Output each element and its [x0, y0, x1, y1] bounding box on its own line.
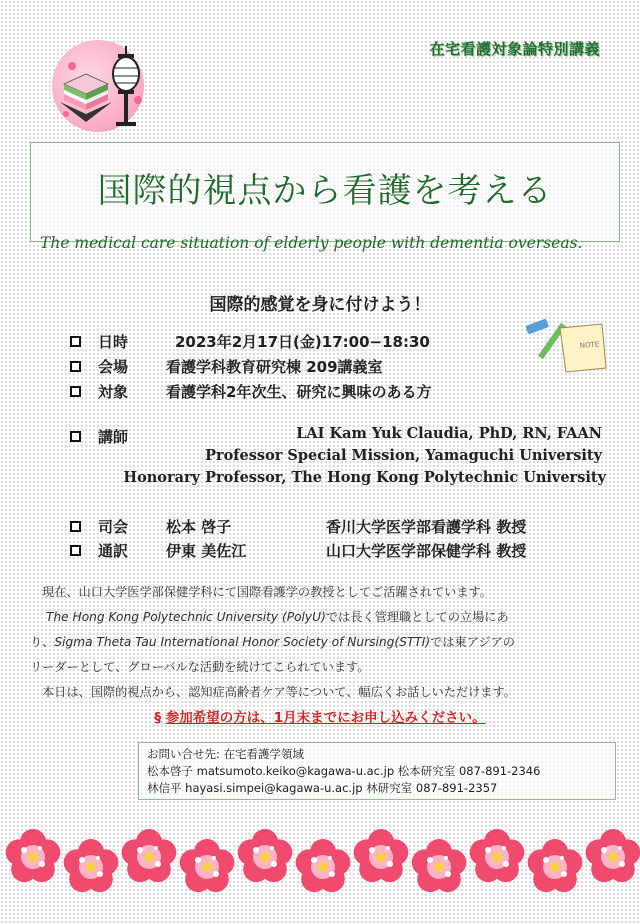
plum-blossom-icon [584, 828, 640, 886]
target-label: 対象 [98, 383, 129, 401]
bullet-icon [70, 386, 81, 397]
contact-heading: お問い合せ先: 在宅看護学領域 [147, 747, 305, 761]
polyu-name: The Hong Kong Polytechnic University (PolyU) [46, 610, 326, 624]
lecturer-title-1: Professor Special Mission, Yamaguchi University [205, 447, 602, 464]
bullet-icon [70, 431, 81, 442]
plum-blossom-icon [178, 838, 236, 896]
lecturer-title-2: Honorary Professor, The Hong Kong Polytechnic University [123, 469, 606, 486]
bullet-icon [70, 361, 81, 372]
interpreter-affiliation: 山口大学医学部保健学科 教授 [326, 542, 527, 560]
title-box [30, 142, 620, 242]
bullet-icon [70, 336, 81, 347]
date-value: 2023年2月17日(金)17:00−18:30 [175, 333, 430, 351]
venue-label: 会場 [98, 358, 129, 376]
lecturer-label: 講師 [98, 428, 129, 446]
notebook-illustration [520, 318, 610, 378]
lecturer-name: LAI Kam Yuk Claudia, PhD, RN, FAAN [296, 425, 602, 442]
description-line-5: 本日は、国際的視点から、認知症高齢者ケア等について、幅広くお話しいただけます。 [42, 685, 516, 699]
interpreter-label: 通訳 [98, 542, 129, 560]
description-line-3: り、Sigma Theta Tau International Honor Society of Nursing(STTI)では東アジアの [30, 635, 515, 649]
plum-blossom-icon [62, 838, 120, 896]
plum-blossom-icon [236, 828, 294, 886]
description-line-4: リーダーとして、グローバルな活動を続けてこられています。 [30, 660, 370, 674]
plum-blossom-icon [120, 828, 178, 886]
plum-blossom-icon [526, 838, 584, 896]
registration-notice: § 参加希望の方は、1月末までにお申し込みください。 [154, 710, 486, 726]
description-line-2: The Hong Kong Polytechnic University (PolyU)では長く管理職としての立場にあ [46, 610, 509, 624]
emblem-circle [52, 40, 144, 132]
description-line-1: 現在、山口大学医学部保健学科にて国際看護学の教授としてご活躍されています。 [42, 585, 492, 599]
date-label: 日時 [98, 333, 129, 351]
contact-line-2: 林信平 hayasi.simpei@kagawa-u.ac.jp 林研究室 087-891-2357 [147, 781, 498, 795]
moderator-name: 松本 啓子 [166, 518, 232, 536]
plum-blossom-icon [294, 838, 352, 896]
subtitle: The medical care situation of elderly people with dementia overseas. [40, 234, 583, 252]
plum-blossom-icon [468, 828, 526, 886]
main-title: 国際的視点から看護を考える [97, 171, 553, 211]
stti-name: Sigma Theta Tau International Honor Society of Nursing(STTI) [54, 635, 431, 649]
note-label: NOTE [579, 340, 600, 350]
notebook-pencil-icon [520, 318, 610, 378]
moderator-affiliation: 香川大学医学部看護学科 教授 [326, 518, 527, 536]
interpreter-name: 伊東 美佐江 [166, 542, 247, 560]
series-title: 在宅看護対象論特別講義 [429, 40, 600, 58]
slogan: 国際的感覚を身に付けよう！ [209, 295, 431, 315]
venue-value: 看護学科教育研究棟 209講義室 [166, 358, 383, 376]
contact-box [138, 742, 616, 800]
plum-blossom-icon [352, 828, 410, 886]
plum-blossom-icon [410, 838, 468, 896]
bullet-icon [70, 521, 81, 532]
plum-blossom-icon [4, 828, 62, 886]
bullet-icon [70, 545, 81, 556]
moderator-label: 司会 [98, 518, 129, 536]
contact-line-1: 松本啓子 matsumoto.keiko@kagawa-u.ac.jp 松本研究室 087-891-2346 [147, 764, 541, 778]
hina-festival-icon [52, 40, 144, 132]
target-value: 看護学科2年次生、研究に興味のある方 [166, 383, 432, 401]
